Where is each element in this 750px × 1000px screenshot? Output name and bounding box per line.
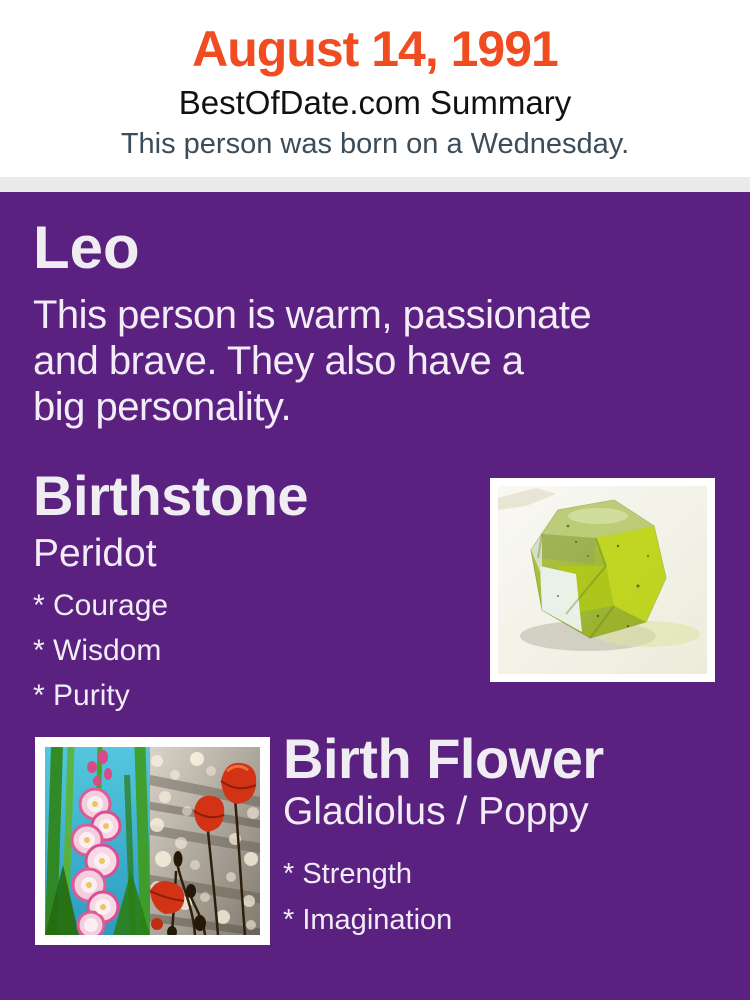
- birth-flower-heading: Birth Flower: [283, 727, 604, 790]
- gladiolus-poppy-illustration: [45, 747, 260, 935]
- born-day-note: This person was born on a Wednesday.: [120, 128, 630, 160]
- zodiac-description-line: big personality.: [33, 385, 292, 429]
- peridot-photo: [490, 478, 715, 682]
- zodiac-description-line: This person is warm, passionate: [33, 293, 592, 337]
- zodiac-description: [33, 292, 723, 430]
- birth-flower-photo: [35, 737, 270, 945]
- summary-header: [0, 0, 750, 177]
- birth-flower-name: Gladiolus / Poppy: [283, 790, 589, 833]
- birthstone-heading: Birthstone: [33, 464, 308, 527]
- birth-flower-trait: * Strength: [283, 858, 412, 890]
- site-summary-subtitle: BestOfDate.com Summary: [178, 84, 572, 121]
- zodiac-sign-heading: Leo: [33, 214, 140, 281]
- birthstone-trait-list: [33, 583, 168, 718]
- birthstone-trait: * Wisdom: [33, 634, 162, 667]
- birth-flower-trait: * Imagination: [283, 904, 453, 936]
- birthstone-name: Peridot: [33, 532, 157, 575]
- zodiac-description-line: and brave. They also have a: [33, 339, 524, 383]
- birthstone-trait: * Purity: [33, 679, 130, 712]
- poppy-image-half: [145, 747, 260, 935]
- peridot-gem-illustration: [498, 486, 707, 674]
- page-title-date: August 14, 1991: [192, 21, 558, 77]
- gladiolus-image-half: [45, 747, 150, 935]
- birth-flower-trait-list: [283, 851, 452, 943]
- header-divider: [0, 177, 750, 192]
- birthstone-trait: * Courage: [33, 589, 169, 622]
